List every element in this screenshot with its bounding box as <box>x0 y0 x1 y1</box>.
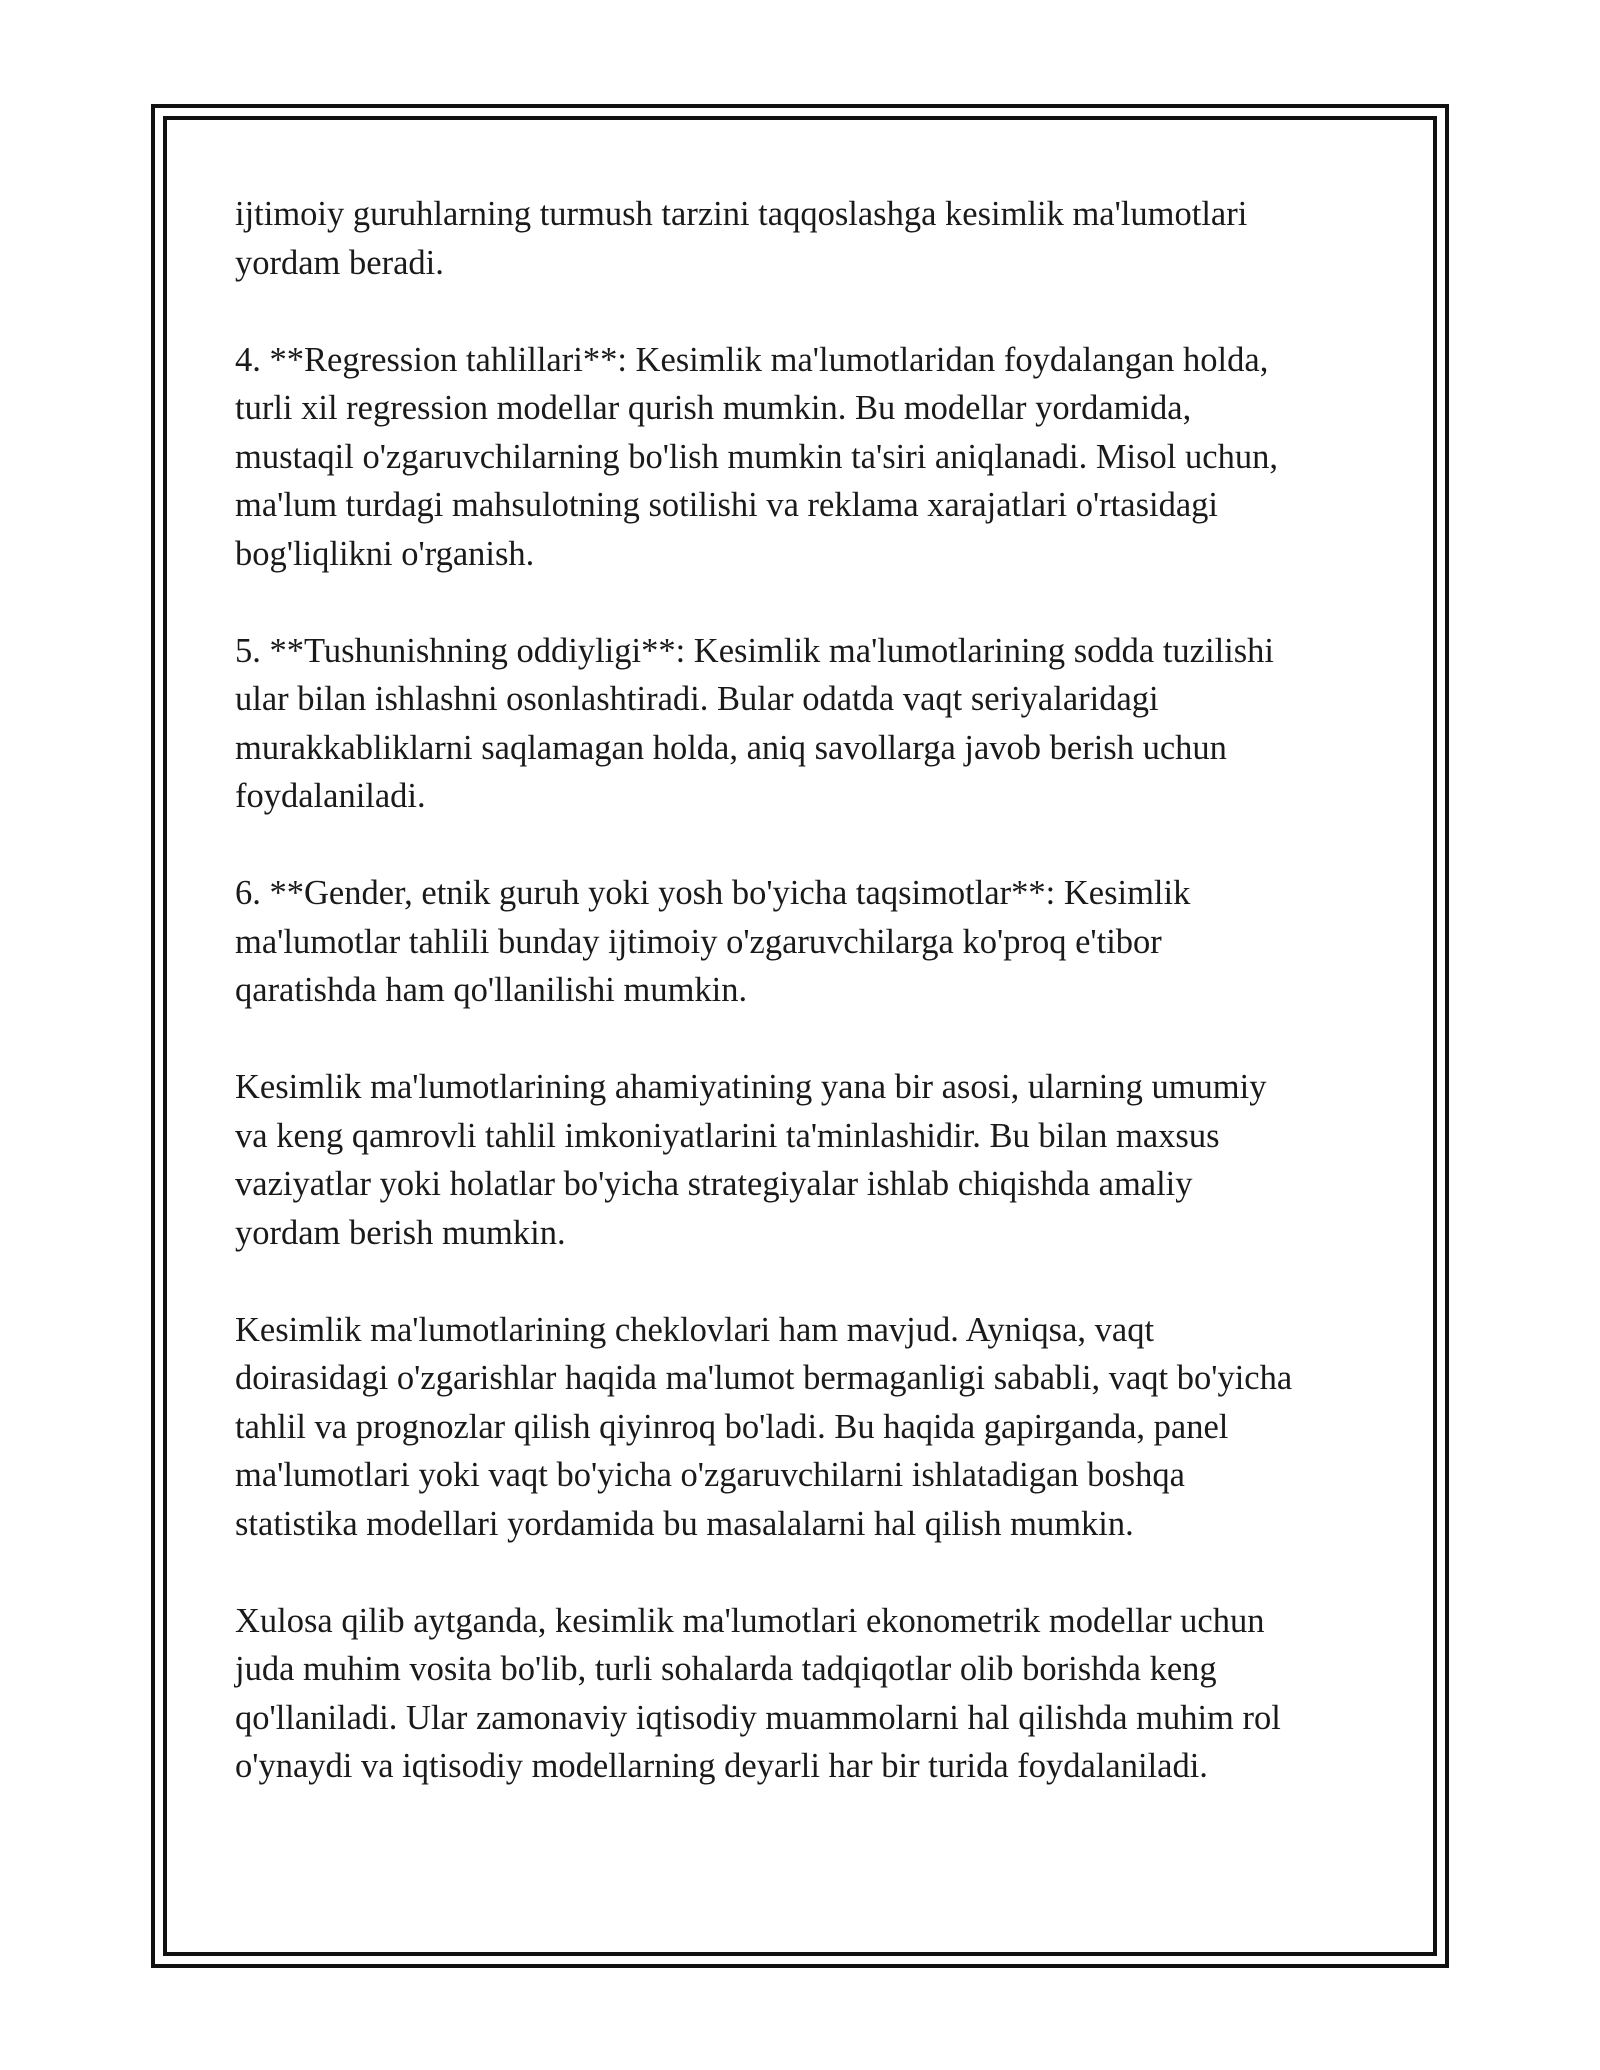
paragraph-simplicity: 5. **Tushunishning oddiyligi**: Kesimlik ma'lumotlarining sodda tuzilishi ular bilan ishlashni osonlashtiradi. Bular odatda vaqt seriyalaridagi murakkabliklarni saqlamagan holda, aniq savollarga javob berish uchun foydalaniladi. <box>235 631 1275 815</box>
paragraph-demographic-distributions: 6. **Gender, etnik guruh yoki yosh bo'yicha taqsimotlar**: Kesimlik ma'lumotlar tahlili bunday ijtimoiy o'zgaruvchilarga ko'proq e'tibor qaratishda ham qo'llanilishi mumkin. <box>235 874 1191 1009</box>
paragraph-importance: Kesimlik ma'lumotlarining ahamiyatining yana bir asosi, ularning umumiy va keng qamrovli tahlil imkoniyatlarini ta'minlashidir. Bu bilan maxsus vaziyatlar yoki holatlar bo'yicha strategiyalar ishlab chiqishda amaliy yordam berish mumkin. <box>235 1068 1267 1252</box>
paragraph-intro-continuation: ijtimoiy guruhlarning turmush tarzini taqqoslashga kesimlik ma'lumotlari yordam beradi. <box>235 195 1248 282</box>
paragraph-conclusion: Xulosa qilib aytganda, kesimlik ma'lumotlari ekonometrik modellar uchun juda muhim vosita bo'lib, turli sohalarda tadqiqotlar olib borishda keng qo'llaniladi. Ular zamonaviy iqtisodiy muammolarni hal qilishda muhim rol o'ynaydi va iqtisodiy modellarning deyarli har bir turida foydalaniladi. <box>235 1601 1281 1785</box>
document-body <box>235 190 1375 1839</box>
paragraph-regression-analysis: 4. **Regression tahlillari**: Kesimlik ma'lumotlaridan foydalangan holda, turli xil regression modellar qurish mumkin. Bu modellar yordamida, mustaqil o'zgaruvchilarning bo'lish mumkin ta'siri aniqlanadi. Misol uchun, ma'lum turdagi mahsulotning sotilishi va reklama xarajatlari o'rtasidagi bog'liqlikni o'rganish. <box>235 340 1278 573</box>
paragraph-limitations: Kesimlik ma'lumotlarining cheklovlari ham mavjud. Ayniqsa, vaqt doirasidagi o'zgarishlar haqida ma'lumot bermaganligi sababli, vaqt bo'yicha tahlil va prognozlar qilish qiyinroq bo'ladi. Bu haqida gapirganda, panel ma'lumotlari yoki vaqt bo'yicha o'zgaruvchilarni ishlatadigan boshqa statistika modellari yordamida bu masalalarni hal qilish mumkin. <box>235 1310 1293 1543</box>
